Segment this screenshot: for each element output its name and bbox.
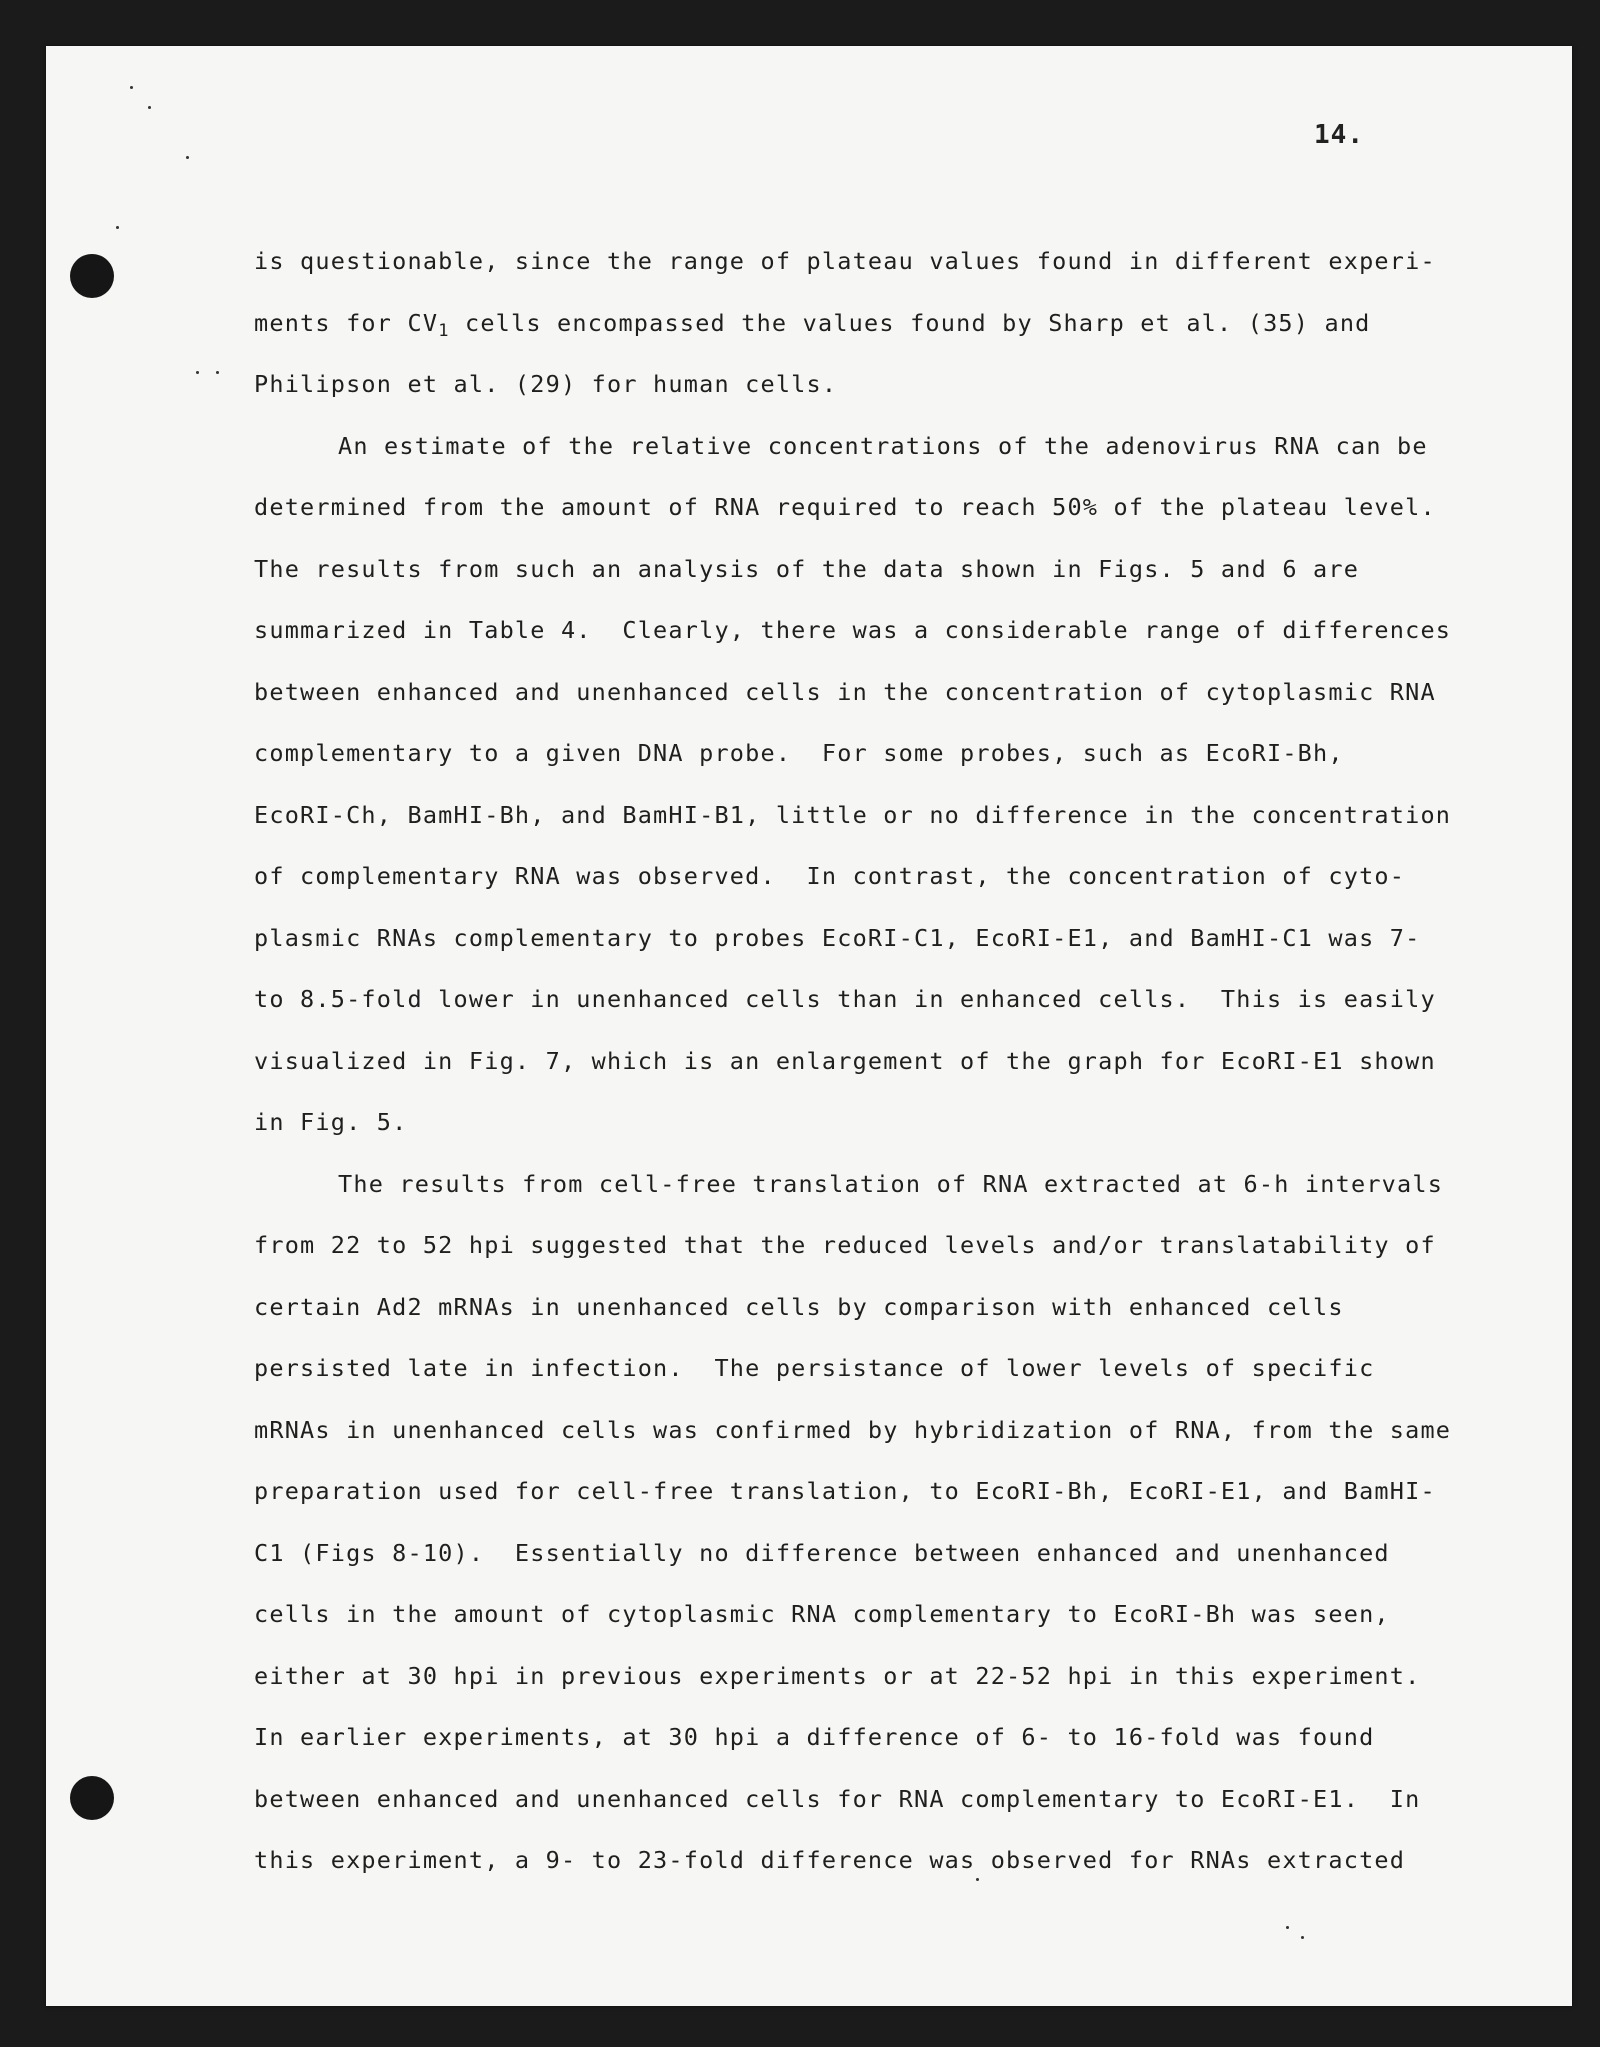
text-line: determined from the amount of RNA required to reach 50% of the plateau level. <box>254 493 1436 521</box>
paper-speck <box>116 226 119 229</box>
paper-speck <box>186 156 189 159</box>
punch-hole-bottom <box>70 1776 114 1820</box>
paper-speck <box>196 371 199 374</box>
text-line: complementary to a given DNA probe. For some probes, such as EcoRI-Bh, <box>254 739 1344 767</box>
text-line: persisted late in infection. The persistance of lower levels of specific <box>254 1354 1375 1382</box>
paper-speck <box>1286 1926 1289 1929</box>
text-line: between enhanced and unenhanced cells in the concentration of cytoplasmic RNA <box>254 677 1436 706</box>
text-line: between enhanced and unenhanced cells for RNA complementary to EcoRI-E1. In <box>254 1784 1421 1813</box>
text-line: ments for $CV_1$ cells encompassed the values found by Sharp et al. (35) and <box>254 308 1371 341</box>
text-line: in Fig. 5. <box>254 1108 408 1136</box>
paper-speck <box>216 371 219 374</box>
text-line: certain Ad2 mRNAs in unenhanced cells by comparison with enhanced cells <box>254 1292 1344 1321</box>
paper-speck <box>148 106 151 109</box>
text-line: plasmic RNAs complementary to probes EcoRI-C1, EcoRI-E1, and BamHI-C1 was 7- <box>254 923 1421 952</box>
text-line: In earlier experiments, at 30 hpi a difference of 6- to 16-fold was found <box>254 1723 1375 1751</box>
text-line: of complementary RNA was observed. In contrast, the concentration of cyto- <box>254 862 1406 890</box>
text-line: mRNAs in unenhanced cells was confirmed by hybridization of RNA, from the same <box>254 1415 1452 1444</box>
text-line: to 8.5-fold lower in unenhanced cells than in enhanced cells. This is easily <box>254 985 1436 1013</box>
paragraph-start: An estimate of the relative concentrations of the adenovirus RNA can be <box>338 431 1428 460</box>
punch-hole-top <box>70 254 114 298</box>
text-line: The results from such an analysis of the data shown in Figs. 5 and 6 are <box>254 554 1360 583</box>
text-line: is questionable, since the range of plateau values found in different experi- <box>254 247 1436 275</box>
page-number: 14. <box>1314 120 1364 150</box>
text-line: either at 30 hpi in previous experiments or at 22-52 hpi in this experiment. <box>254 1661 1421 1690</box>
document-page <box>46 46 1572 2006</box>
text-line: this experiment, a 9- to 23-fold difference was observed for RNAs extracted <box>254 1846 1406 1874</box>
body-text <box>254 236 1474 1897</box>
text-line: visualized in Fig. 7, which is an enlargement of the graph for EcoRI-E1 shown <box>254 1046 1436 1075</box>
text-line: from 22 to 52 hpi suggested that the reduced levels and/or translatability of <box>254 1231 1436 1259</box>
text-line: Philipson et al. (29) for human cells. <box>254 370 838 398</box>
paper-speck <box>1301 1936 1304 1939</box>
text-line: C1 (Figs 8-10). Essentially no difference between enhanced and unenhanced <box>254 1538 1390 1567</box>
text-line: preparation used for cell-free translation, to EcoRI-Bh, EcoRI-E1, and BamHI- <box>254 1477 1436 1505</box>
text-line: cells in the amount of cytoplasmic RNA complementary to EcoRI-Bh was seen, <box>254 1600 1390 1628</box>
paragraph-start: The results from cell-free translation of RNA extracted at 6-h intervals <box>338 1169 1444 1198</box>
text-line: summarized in Table 4. Clearly, there was a considerable range of differences <box>254 616 1452 644</box>
paper-speck <box>130 86 133 89</box>
text-line: EcoRI-Ch, BamHI-Bh, and BamHI-B1, little or no difference in the concentration <box>254 800 1452 829</box>
